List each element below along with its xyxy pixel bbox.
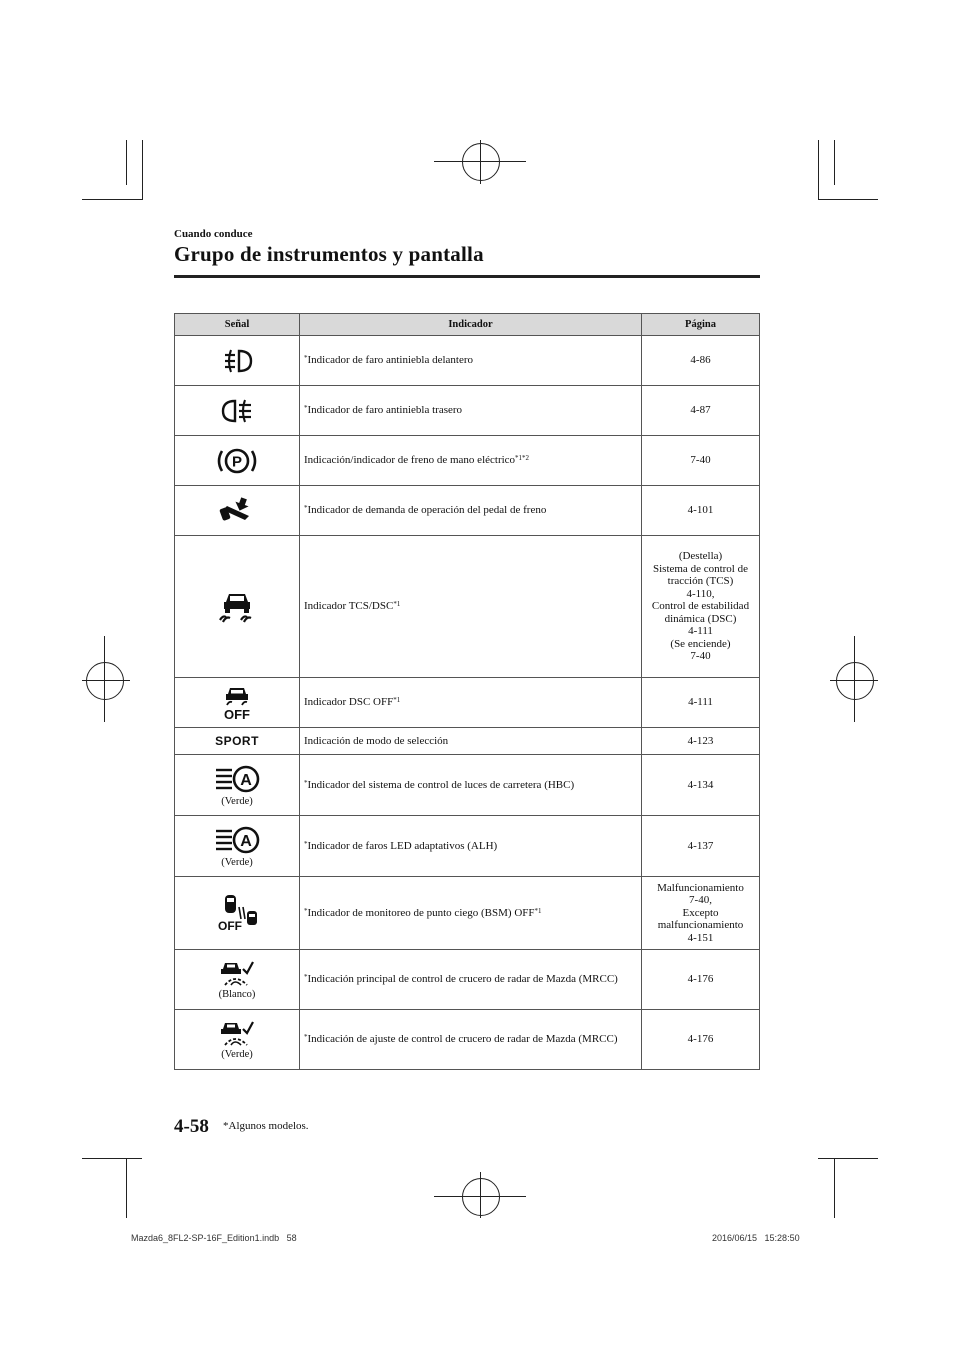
table-row [175, 436, 760, 486]
crop-mark [126, 1158, 127, 1218]
model-asterisk: * [304, 504, 308, 512]
color-label: (Verde) [221, 795, 253, 807]
section-label: Cuando conduce [174, 228, 253, 240]
indicator-text: Indicador TCS/DSC [304, 600, 394, 612]
signal-cell [175, 728, 300, 755]
indicator-text: Indicador DSC OFF [304, 696, 394, 708]
model-asterisk: * [304, 778, 308, 787]
indicator-cell [300, 536, 642, 678]
footnote-ref: *1 [393, 696, 401, 704]
signal-cell [175, 816, 300, 877]
table-row [175, 486, 760, 536]
electric-parking-brake-icon [214, 446, 260, 476]
table-row [175, 728, 760, 755]
page-cell: 4-134 [642, 755, 760, 816]
indicator-cell [300, 436, 642, 486]
footnote-ref: *1 [534, 906, 542, 915]
crop-mark [818, 140, 819, 200]
title-rule [174, 275, 760, 278]
print-timestamp: 2016/06/15 15:28:50 [712, 1233, 800, 1243]
color-label: (Blanco) [218, 989, 256, 1000]
tcs-dsc-icon [217, 590, 257, 624]
print-file-name: Mazda6_8FL2-SP-16F_Edition1.indb 58 [131, 1233, 297, 1243]
footnote: *Algunos modelos. [223, 1120, 309, 1132]
indicator-text: Indicador de faro antiniebla delantero [307, 354, 474, 366]
color-label: (Verde) [221, 856, 253, 868]
indicator-cell [300, 877, 642, 950]
reg-circle [462, 143, 500, 181]
auto-a-letter: A [240, 771, 252, 789]
signal-cell [175, 1010, 300, 1070]
page-cell: 7-40 [642, 436, 760, 486]
table-row [175, 336, 760, 386]
table-row [175, 755, 760, 816]
signal-cell [175, 486, 300, 536]
reg-circle [836, 662, 874, 700]
model-asterisk: * [304, 404, 308, 412]
table-row [175, 877, 760, 950]
page-cell: 4-101 [642, 486, 760, 536]
reg-circle [86, 662, 124, 700]
crop-mark [818, 199, 878, 200]
reg-circle [462, 1178, 500, 1216]
indicator-text: Indicación/indicador de freno de mano eléctrico [304, 454, 516, 466]
signal-cell [175, 536, 300, 678]
crop-mark [82, 199, 142, 200]
indicator-cell [300, 678, 642, 728]
model-asterisk: * [304, 839, 308, 848]
crop-mark [142, 140, 143, 200]
page-cell: 4-123 [642, 728, 760, 755]
signal-cell [175, 755, 300, 816]
off-label: OFF [218, 919, 242, 933]
mrcc-main-icon [217, 959, 257, 987]
indicator-cell [300, 816, 642, 877]
rear-fog-light-icon [219, 397, 255, 425]
color-label: (Verde) [221, 1049, 253, 1060]
page-cell: 4-87 [642, 386, 760, 436]
signal-cell [175, 386, 300, 436]
auto-a-letter: A [240, 832, 252, 850]
indicator-cell [300, 386, 642, 436]
indicator-text: Indicador del sistema de control de luces de carretera (HBC) [307, 778, 575, 791]
indicator-text: Indicador de monitoreo de punto ciego (BSM) OFF [307, 906, 535, 919]
table-row [175, 536, 760, 678]
parking-p-letter: P [231, 453, 243, 470]
sport-mode-icon: SPORT [215, 734, 259, 748]
front-fog-light-icon [219, 347, 255, 375]
indicator-cell [300, 336, 642, 386]
column-header-indicator: Indicador [300, 314, 642, 336]
signal-cell [175, 678, 300, 728]
indicator-cell [300, 755, 642, 816]
indicator-cell [300, 728, 642, 755]
indicator-text: Indicador de demanda de operación del pedal de freno [307, 504, 547, 516]
page-cell: 4-111 [642, 678, 760, 728]
page-cell: 4-176 [642, 950, 760, 1010]
signal-cell [175, 336, 300, 386]
hbc-icon [212, 764, 262, 794]
bsm-off-icon [215, 893, 259, 933]
indicator-cell [300, 950, 642, 1010]
page-cell: 4-86 [642, 336, 760, 386]
table-row [175, 386, 760, 436]
page-cell: 4-137 [642, 816, 760, 877]
signal-cell [175, 950, 300, 1010]
page-cell: 4-176 [642, 1010, 760, 1070]
page-cell: (Destella) Sistema de control de tracción (TCS) 4-110, Control de estabilidad dinámica (DSC) 4-111 (Se enciende) 7-40 [642, 536, 760, 678]
model-asterisk: * [304, 906, 308, 915]
indicator-text: Indicación de modo de selección [304, 734, 449, 747]
indicator-text: Indicador de faro antiniebla trasero [307, 404, 463, 416]
table-row [175, 1010, 760, 1070]
indicator-text: Indicación de ajuste de control de crucero de radar de Mazda (MRCC) [307, 1033, 618, 1045]
crop-mark [834, 140, 835, 185]
signal-cell [175, 877, 300, 950]
page-cell: Malfuncionamiento 7-40, Excepto malfuncionamiento 4-151 [642, 877, 760, 950]
indicator-cell [300, 1010, 642, 1070]
model-asterisk: * [304, 973, 308, 981]
table-row [175, 816, 760, 877]
signal-cell [175, 436, 300, 486]
model-asterisk: * [304, 1033, 308, 1041]
indicator-cell [300, 486, 642, 536]
crop-mark [834, 1158, 835, 1218]
dsc-off-icon [216, 685, 258, 721]
indicator-text: Indicador de faros LED adaptativos (ALH) [307, 839, 498, 852]
model-asterisk: * [304, 354, 308, 362]
page-title: Grupo de instrumentos y pantalla [174, 242, 484, 266]
brake-pedal-demand-icon [217, 496, 257, 526]
footnote-ref: *1*2 [515, 454, 530, 462]
table-row [175, 950, 760, 1010]
table-header-row [175, 314, 760, 336]
mrcc-set-icon [217, 1019, 257, 1047]
crop-mark [818, 1158, 878, 1159]
indicator-table [174, 313, 760, 1070]
table-row [175, 678, 760, 728]
alh-icon [212, 825, 262, 855]
crop-mark [82, 1158, 142, 1159]
column-header-signal: Señal [175, 314, 300, 336]
indicator-text: Indicación principal de control de crucero de radar de Mazda (MRCC) [307, 973, 618, 985]
off-label: OFF [224, 706, 250, 721]
column-header-page: Página [642, 314, 760, 336]
page-number: 4-58 [174, 1116, 209, 1137]
footnote-ref: *1 [393, 600, 401, 608]
crop-mark [126, 140, 127, 185]
